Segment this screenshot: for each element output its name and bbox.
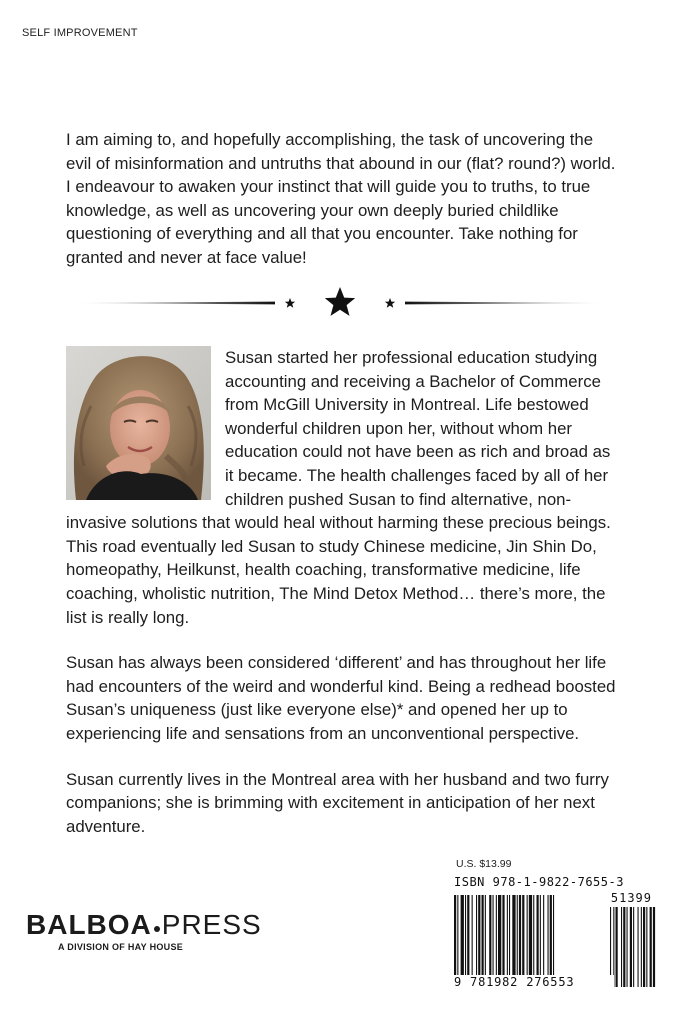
price-code-text: 51399 [610,891,652,905]
publisher-subtitle: A DIVISION OF HAY HOUSE [58,942,184,952]
small-star-icon-right [385,298,395,308]
logo-dot-icon [154,926,160,932]
small-star-icon-left [285,298,295,308]
divider-line-right [405,302,610,305]
author-bio [66,346,622,860]
publisher-name-light: PRESS [161,909,262,940]
bio-paragraph-2: Susan has always been considered ‘different’ and has throughout her life had encounters of the weird and wonderful kind. Being a redhead boosted Susan’s uniqueness (just like everyone else)* and opened her up to experiencing life and sensations from an unconventional perspective. [66,653,616,743]
ean-digits-text: 9 781982 276553 [452,975,614,989]
category-label: SELF IMPROVEMENT [22,27,138,39]
price-label: U.S. $13.99 [456,858,512,870]
large-star-icon [325,287,355,316]
publisher-wordmark [26,910,262,940]
bio-paragraph-1: Susan started her professional education studying accounting and receiving a Bachelor of Commerce from McGill University in Montreal. Life bestowed wonderful children upon her, without whom her education could not have been as rich and broad as it became. The health challenges faced by all of her children pushed Susan to find alternative, non-invasive solutions that would heal without harming these precious beings. This road eventually led Susan to study Chinese medicine, Jin Shin Do, homeopathy, Heilkunst, health coaching, transformative medicine, life coaching, wholistic nutrition, The Mind Detox Method… there’s more, the list is really long. [66,348,611,627]
bio-paragraph-3: Susan currently lives in the Montreal area with her husband and two furry companions; she is brimming with excitement in anticipation of her next adventure. [66,769,609,836]
intro-paragraph: I am aiming to, and hopefully accomplishing, the task of uncovering the evil of misinformation and untruths that abound in our (flat? round?) world. I endeavour to awaken your instinct that will guide you to truths, to true knowledge, as well as uncovering your own deeply buried childlike questioning of everything and all that you encounter. Take nothing for granted and never at face value! [66,130,616,267]
author-photo [66,346,211,500]
publisher-name-bold: BALBOA [26,909,152,940]
isbn-text: ISBN 978-1-9822-7655-3 [454,875,624,889]
divider-line-left [70,302,275,305]
barcode [452,875,656,999]
star-divider [70,283,610,323]
publisher-logo [26,910,262,952]
